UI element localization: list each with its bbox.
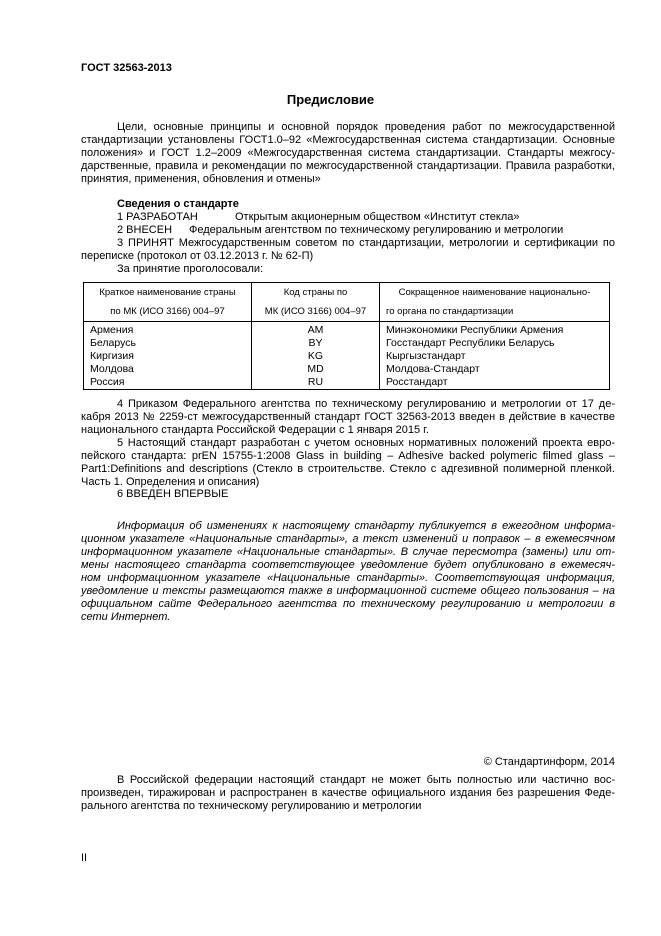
text-line: 5 Настоящий стандарт разработан с учетом основных нормативных положений проекта евро- xyxy=(117,437,615,449)
text-line: 4 Приказом Федерального агентства по техническому регулированию и метрологии от 17 де- xyxy=(117,398,615,410)
text-line: национального стандарта Российской Федерации с 1 января 2015 г. xyxy=(81,424,429,436)
text-line: мены настоящего стандарта соответствующее уведомление будет опубликовано в ежемесяч- xyxy=(81,559,615,571)
code-cell: KG xyxy=(252,350,380,363)
text-line: произведен, тиражирован и распространен в качестве официального издания без разрешения Феде- xyxy=(81,787,615,799)
text-line: ном информационном указателе «Национальные стандарты». Соответствующая информация, xyxy=(81,572,615,584)
voting-countries-table xyxy=(83,282,610,390)
developed-by-text: Открытым акционерным обществом «Институт стекла» xyxy=(235,211,520,223)
table-row xyxy=(84,363,610,376)
text-line: Part1:Definitions and descriptions (Стекло в строительстве. Стекло с адгезивной полимерной пленкой. xyxy=(81,463,615,475)
column-header-code: Код страны по xyxy=(252,283,380,303)
text-line: положения» и ГОСТ 1.2–2009 «Межгосударственная система стандартизации. Стандарты межгосу- xyxy=(81,147,615,159)
body-cell: Минэкономики Республики Армения xyxy=(380,322,610,338)
text-line: ционном указателе «Национальные стандарты», а текст изменений и поправок – в ежемесячном xyxy=(81,533,615,545)
text-line: В Российской федерации настоящий стандарт не может быть полностью или частично вос- xyxy=(117,774,615,786)
text-line: принятия, применения, обновления и отмены» xyxy=(81,173,321,185)
text-line: официальном сайте Федерального агентства по техническому регулированию и метрологии в xyxy=(81,598,615,610)
column-header-body: Сокращенное наименование национально- xyxy=(380,283,610,303)
text-line: пейского стандарта: prEN 15755-1:2008 Glass in building – Adhesive backed polymeric filmed glass – xyxy=(81,450,615,462)
standard-info-heading: Сведения о стандарте xyxy=(117,198,239,210)
adopted-by-line: 3 ПРИНЯТ Межгосударственным советом по стандартизации, метрологии и сертификации по xyxy=(117,237,615,249)
copyright: © Стандартинформ, 2014 xyxy=(483,756,615,768)
text-line: Цели, основные принципы и основной порядок проведения работ по межгосударственной xyxy=(117,121,615,133)
text-line: Информация об изменениях к настоящему стандарту публикуется в ежегодном информа- xyxy=(117,520,615,532)
document-id-header: ГОСТ 32563-2013 xyxy=(81,62,172,74)
code-cell: AM xyxy=(252,322,380,338)
adopted-by-line: переписке (протокол от 03.12.2013 г. № 62-П) xyxy=(81,250,314,262)
column-header-country: по МК (ИСО 3166) 004–97 xyxy=(84,302,252,322)
voted-label: За принятие проголосовали: xyxy=(117,263,264,275)
text-line: уведомление и тексты размещаются также в информационной системе общего пользования – на xyxy=(81,585,615,597)
text-line: рального агентства по техническому регулированию и метрологии xyxy=(81,800,422,812)
column-header-code: МК (ИСО 3166) 004–97 xyxy=(252,302,380,322)
body-cell: Росстандарт xyxy=(380,376,610,390)
text-line: информационном указателе «Национальные стандарты». В случае пересмотра (замены) или от- xyxy=(81,546,615,558)
country-cell: Беларусь xyxy=(84,337,252,350)
body-cell: Кыргызстандарт xyxy=(380,350,610,363)
table-row xyxy=(84,350,610,363)
text-line: стандартизации установлены ГОСТ1.0–92 «Межгосударственная система стандартизации. Основные xyxy=(81,134,615,146)
developed-by-label: 1 РАЗРАБОТАН xyxy=(117,211,198,223)
country-cell: Россия xyxy=(84,376,252,390)
text-line: Часть 1. Определения и описания) xyxy=(81,476,260,488)
text-line: сети Интернет. xyxy=(81,611,171,623)
code-cell: MD xyxy=(252,363,380,376)
country-cell: Молдова xyxy=(84,363,252,376)
submitted-by-label: 2 ВНЕСЕН xyxy=(117,224,173,236)
submitted-by-text: Федеральным агентством по техническому регулированию и метрологии xyxy=(189,224,564,236)
table-row xyxy=(84,376,610,390)
preface-title: Предисловие xyxy=(286,92,375,107)
column-header-body: го органа по стандартизации xyxy=(380,302,610,322)
table-header-row xyxy=(84,283,610,303)
text-line: дарственные, правила и рекомендации по межгосударственной стандартизации. Правила разработки, xyxy=(81,160,615,172)
body-cell: Молдова-Стандарт xyxy=(380,363,610,376)
column-header-country: Краткое наименование страны xyxy=(84,283,252,303)
text-line: кабря 2013 № 2259-ст межгосударственный стандарт ГОСТ 32563-2013 введен в действие в качестве xyxy=(81,411,615,423)
item-6: 6 ВВЕДЕН ВПЕРВЫЕ xyxy=(117,488,229,500)
code-cell: BY xyxy=(252,337,380,350)
country-cell: Киргизия xyxy=(84,350,252,363)
table-header-row xyxy=(84,302,610,322)
country-cell: Армения xyxy=(84,322,252,338)
table-row xyxy=(84,337,610,350)
body-cell: Госстандарт Республики Беларусь xyxy=(380,337,610,350)
code-cell: RU xyxy=(252,376,380,390)
table-row xyxy=(84,322,610,338)
page-number: II xyxy=(81,852,88,864)
